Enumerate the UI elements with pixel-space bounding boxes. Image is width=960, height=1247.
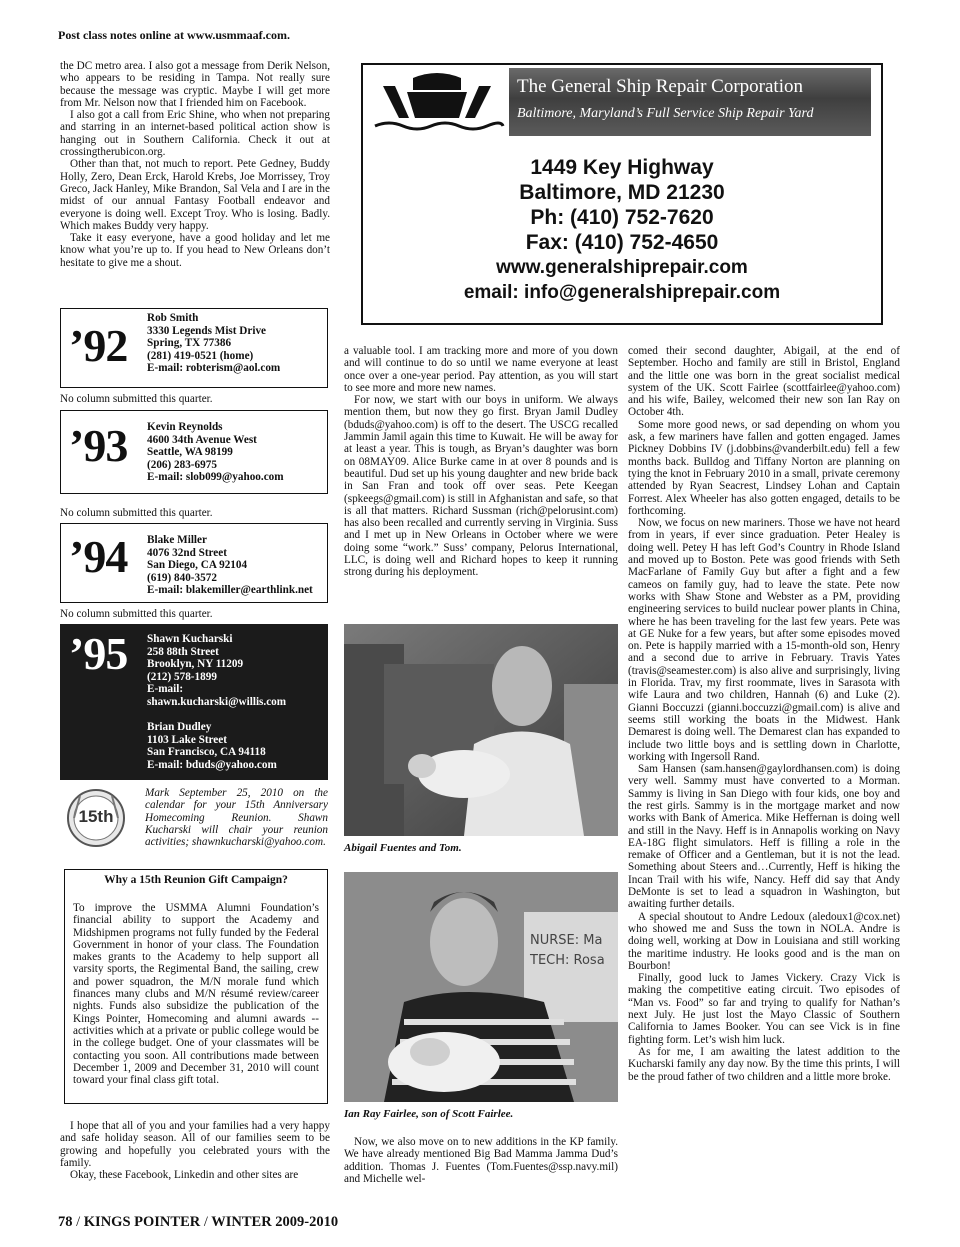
fax: Fax: (410) 752-4650: [525, 231, 719, 254]
phone: Ph: (410) 752-7620: [530, 206, 714, 229]
phone-line: (206) 283-6975: [147, 458, 217, 471]
secretary-name: Rob Smith: [147, 312, 199, 324]
paragraph: Other than that, not much to report. Pete Gedney, Buddy Holly, Zero, Dean Erck, Harold Krebs, Joe Morrissey, Troy Greco, Jack Hanley, Mike Brandon, Sal Vela and I are in the midst of our annual Fantasy Football endeavor and everyone is doing well. Except Troy. Who is losing. Badly. Which makes Buddy very happy.: [60, 158, 330, 232]
email-line: E-mail: robterism@aol.com: [147, 362, 281, 375]
gift-campaign-body: To improve the USMMA Alumni Foundation’s financial ability to support the Academy and Midshipmen programs not fully funded by the Federal Government in honor of your class. The Foundation makes grants to the Academy to help support all varsity sports, the Regimental Band, the sailing, crew and power squadron, the M/N morale fund which finances many clubs and M/N résumé review/career nights. Funds also subsidize the publication of the Kings Pointer, Homecoming and alumni awards -- activities which at a private or public college would be in the college budget. One of your classmates will be contacting you soon. All contributions made between December 1, 2009 and December 31, 2010 will count toward your final class gift total.: [73, 902, 319, 1087]
photo-image: [344, 624, 618, 836]
paragraph: Now, we also move on to new additions in the KP family. We have already mentioned Big Bad Mamma Jamma Dud’s addition. Thomas J. Fuentes (Tom.Fuentes@ssp.navy.mil) and Michelle wel-: [344, 1136, 618, 1185]
class-93-box: [60, 410, 328, 494]
photo-caption: Ian Ray Fairlee, son of Scott Fairlee.: [344, 1108, 514, 1120]
paragraph: A special shoutout to Andre Ledoux (aledoux1@cox.net) who showed me and Suss the town in NOLA. Andre is doing well, working at Dow in Louisiana and still working the maritime industry. He looks good and is the man on Bourbon!: [628, 910, 900, 972]
page-header: Post class notes online at www.usmmaaf.com.: [58, 28, 290, 42]
badge-text: 15th: [78, 807, 114, 826]
general-ship-repair-ad: [361, 63, 883, 325]
address-line: 258 88th Street: [147, 645, 219, 658]
paragraph: Take it easy everyone, have a good holiday and let me know what you’re up to. If you head to New Orleans don’t hesitate to give me a shout.: [60, 232, 330, 269]
publication-name: KINGS POINTER: [83, 1214, 201, 1230]
footer-separator: /: [76, 1214, 81, 1230]
footer-separator: /: [203, 1214, 208, 1230]
paragraph: comed their second daughter, Abigail, at the end of September. Hocho and family are still in Bristol, England and the little one was born in the great socialist medical system of the UK. Scott Fairlee (scottfairlee@yahoo.com) and his wife, Bailey, welcomed their new son Ian Ray on October 4th.: [628, 345, 900, 419]
paragraph: For now, we start with our boys in uniform. We always mention them, but now they go first. Bryan Jamil Dudley (bduds@yahoo.com) is off to the desert. The USCG recalled Jammin Jamil again this time to Kuwait. He will be away for at least a year. This is tough, as Bryan’s daughter was born on 08MAY09. Alice Burke came in at over 8 pounds and is beautiful. Dud set up his young daughter and new bride back in San Fran and took off over seas. Pete Keegan (spkeegs@gmail.com) is still in Afghanistan and safe, so that is all that matters. Richard Sussman (rich@pelorusint.com) has also been recalled and currently serving in Virginia. Suss and I met up in New Orleans in October where we were doing some “work.” Suss’ company, Pelorus International, LLC, is doing well and Richard hopes to keep it running strong during his deployment.: [344, 394, 618, 579]
website: www.generalshiprepair.com: [496, 257, 748, 278]
secretary-name: Blake Miller: [147, 534, 207, 546]
phone-line: (212) 578-1899: [147, 670, 217, 683]
no-column-note: No column submitted this quarter.: [60, 608, 213, 620]
class-year: ’93: [69, 420, 128, 471]
class-95-box: [60, 624, 328, 780]
address-line: 4076 32nd Street: [147, 546, 227, 559]
address-line: San Francisco, CA 94118: [147, 746, 266, 759]
paragraph: Okay, these Facebook, Linkedin and other sites are: [70, 1169, 299, 1182]
photo-background-sign: NURSE: Ma: [530, 933, 603, 948]
paragraph: Some more good news, or sad depending on whom you ask, a few mariners have fallen and gotten engaged. James Pickney Dobbins IV (j.dobbins@vanderbilt.edu) fell a few months back. Bulldog and Tiffany Norton are planning on tying the knot in February 2010 in a small, private ceremony attended by Ryan Seacrest, Lindsey Lohan and Captain Forrest. Alex Wheeler has also gotten engaged, details to be forthcoming.: [628, 418, 900, 517]
paragraph: As for me, I am awaiting the latest addition to the Kucharski family any day now. By the time this prints, I will be the proud father of two children and a little more broke.: [628, 1045, 900, 1083]
gift-campaign-box: [64, 869, 328, 1104]
email-line: E-mail: blakemiller@earthlink.net: [147, 584, 313, 597]
class-year: ’95: [69, 628, 128, 679]
paragraph: the DC metro area. I also got a message from Derik Nelson, who appears to be residing in Tampa. Not really sure because the message was cryptic. Maybe I will get more from Mr. Nelson now that I friended him on Facebook.: [60, 60, 330, 109]
svg-text:TECH: Rosa: TECH: Rosa: [530, 953, 605, 968]
gift-campaign-title: Why a 15th Reunion Gift Campaign?: [104, 874, 288, 886]
email-line: shawn.kucharski@willis.com: [147, 695, 287, 708]
address-line-1: 1449 Key Highway: [530, 156, 714, 179]
col2-end: [344, 1136, 618, 1185]
class-secretary-info: [147, 312, 280, 375]
col2-top: [344, 345, 618, 579]
paragraph: a valuable tool. I am tracking more and more of you down and will continue to do so until we name everyone at least once over a one-year period. Pay attention, as you will start to see more and more new names.: [344, 345, 618, 394]
paragraph: Finally, good luck to James Vickery. Crazy Vick is making the competitive eating circuit. Two episodes of “Man vs. Food” so far and trying to qualify for Nathan’s next July. He just lost the Mayo Classic of Southern California to James Booker. You can see Vick is in fine fighting form. Let’s wish him luck.: [628, 972, 900, 1046]
spacer: [147, 709, 286, 722]
col3: [628, 345, 900, 1083]
class-92-box: [60, 308, 328, 388]
col1-closing: [60, 1120, 330, 1181]
address-line: 1103 Lake Street: [147, 733, 227, 746]
email-line: E-mail: slob099@yahoo.com: [147, 471, 284, 484]
paragraph: Sam Hansen (sam.hansen@gaylordhansen.com) is doing very well. Sammy must have converted to a Morman. Sammy is living in San Diego with four kids, one boy and the rest girls. Sammy is in the mortgage market and now works with Bank of America. Mike Heffernan is doing well and still in the Navy. Heff is in Annapolis working on Navy EA-18G flight simulators. Heff is filling a role in the remake of Officer and a Gentleman, but it is not the lead. Something about Steers and…Currently, Heff is hiking the Incan Trail with his wife, Nancy. Heff did say that Andy DeMonte is set to lead a squadron in Washington, but awaiting further details.: [628, 763, 900, 911]
company-tagline: Baltimore, Maryland’s Full Service Ship Repair Yard: [517, 106, 814, 121]
email-label: E-mail:: [147, 683, 184, 696]
address-line: Spring, TX 77386: [147, 337, 232, 350]
secretary-name: Shawn Kucharski: [147, 633, 233, 645]
address-line-2: Baltimore, MD 21230: [519, 181, 725, 204]
class-year: ’94: [69, 531, 128, 582]
secretary-name: Brian Dudley: [147, 721, 212, 734]
class-year: ’92: [69, 320, 128, 371]
page-footer: [58, 1214, 338, 1231]
address-line: Seattle, WA 98199: [147, 446, 233, 459]
ad-contact-info: [363, 155, 881, 305]
class-secretary-info: [147, 421, 284, 484]
15th-reunion-badge: [66, 788, 126, 848]
paragraph: Now, we focus on new mariners. Those we have not heard from in years, if ever since graduation. Peter Healey is doing well. Petey H has left God’s Country in Rhode Island and moved up to Boston. Pete was good friends with Seth MacFarlane of Family Guy but after a fight and a few cameos on family guy, had to leave the state. Pete now works with Shaw Stone and Webster as a PM, providing engineering services to build nuclear power plants in China, where he has been traveling for the last few years. Pete was at GE Nuke for a few years, but after some episodes moved on. Pete is happily married with a 15-month-old son, Henry and a second due to arrive in February. Travis Yates (travis@seamester.com) is also alive and surprisingly, living in Florida. Trav, my first roommate, lives in Sarasota with wife Laura and two children, Hannah (6) and Luke (2). Gianni Boccuzzi (gianni.boccuzzi@gmail.com) is alive and seems still working the boats in the Midwest. Hank Demarest is doing well. The Demarest clan has expanded to include two little boys and is settling down in Charlotte, working with Ingersoll Rand.: [628, 517, 900, 763]
issue-name: WINTER 2009-2010: [211, 1214, 339, 1230]
company-name: The General Ship Repair Corporation: [517, 76, 803, 97]
no-column-note: No column submitted this quarter.: [60, 393, 213, 405]
paragraph: I hope that all of you and your families had a very happy and safe holiday season. All of our families seem to be growing and hopefully you celebrated yours with the family.: [60, 1120, 330, 1169]
col1-intro: [60, 60, 330, 269]
photo-image: [344, 872, 618, 1102]
ad-banner: [509, 68, 871, 136]
email-line: E-mail: bduds@yahoo.com: [147, 758, 277, 771]
photo-ian-ray-fairlee: [344, 872, 618, 1102]
class-94-box: [60, 523, 328, 603]
address-line: Brooklyn, NY 11209: [147, 658, 244, 671]
ship-logo: [369, 68, 505, 136]
address-line: 3330 Legends Mist Drive: [147, 324, 267, 337]
photo-abigail-and-tom: [344, 624, 618, 836]
no-column-note: No column submitted this quarter.: [60, 507, 213, 519]
address-line: San Diego, CA 92104: [147, 559, 248, 572]
class-secretary-info: [147, 633, 286, 772]
address-line: 4600 34th Avenue West: [147, 433, 257, 446]
secretary-name: Kevin Reynolds: [147, 421, 223, 433]
class-secretary-info: [147, 534, 313, 597]
email: email: info@generalshiprepair.com: [463, 282, 781, 303]
reunion-notice: Mark September 25, 2010 on the calendar for your 15th Anniversary Homecoming Reunion. Shawn Kucharski will chair your reunion activities; shawnkucharski@yahoo.com.: [145, 787, 328, 849]
page-number: 78: [58, 1214, 73, 1230]
photo-caption: Abigail Fuentes and Tom.: [344, 842, 462, 854]
phone-line: (281) 419-0521 (home): [147, 349, 254, 362]
phone-line: (619) 840-3572: [147, 571, 217, 584]
paragraph: I also got a call from Eric Shine, who when not preparing and starring in an internet-based political action show is hanging out in Southern California. Check it out at crossingtherubicon.org.: [60, 109, 330, 159]
